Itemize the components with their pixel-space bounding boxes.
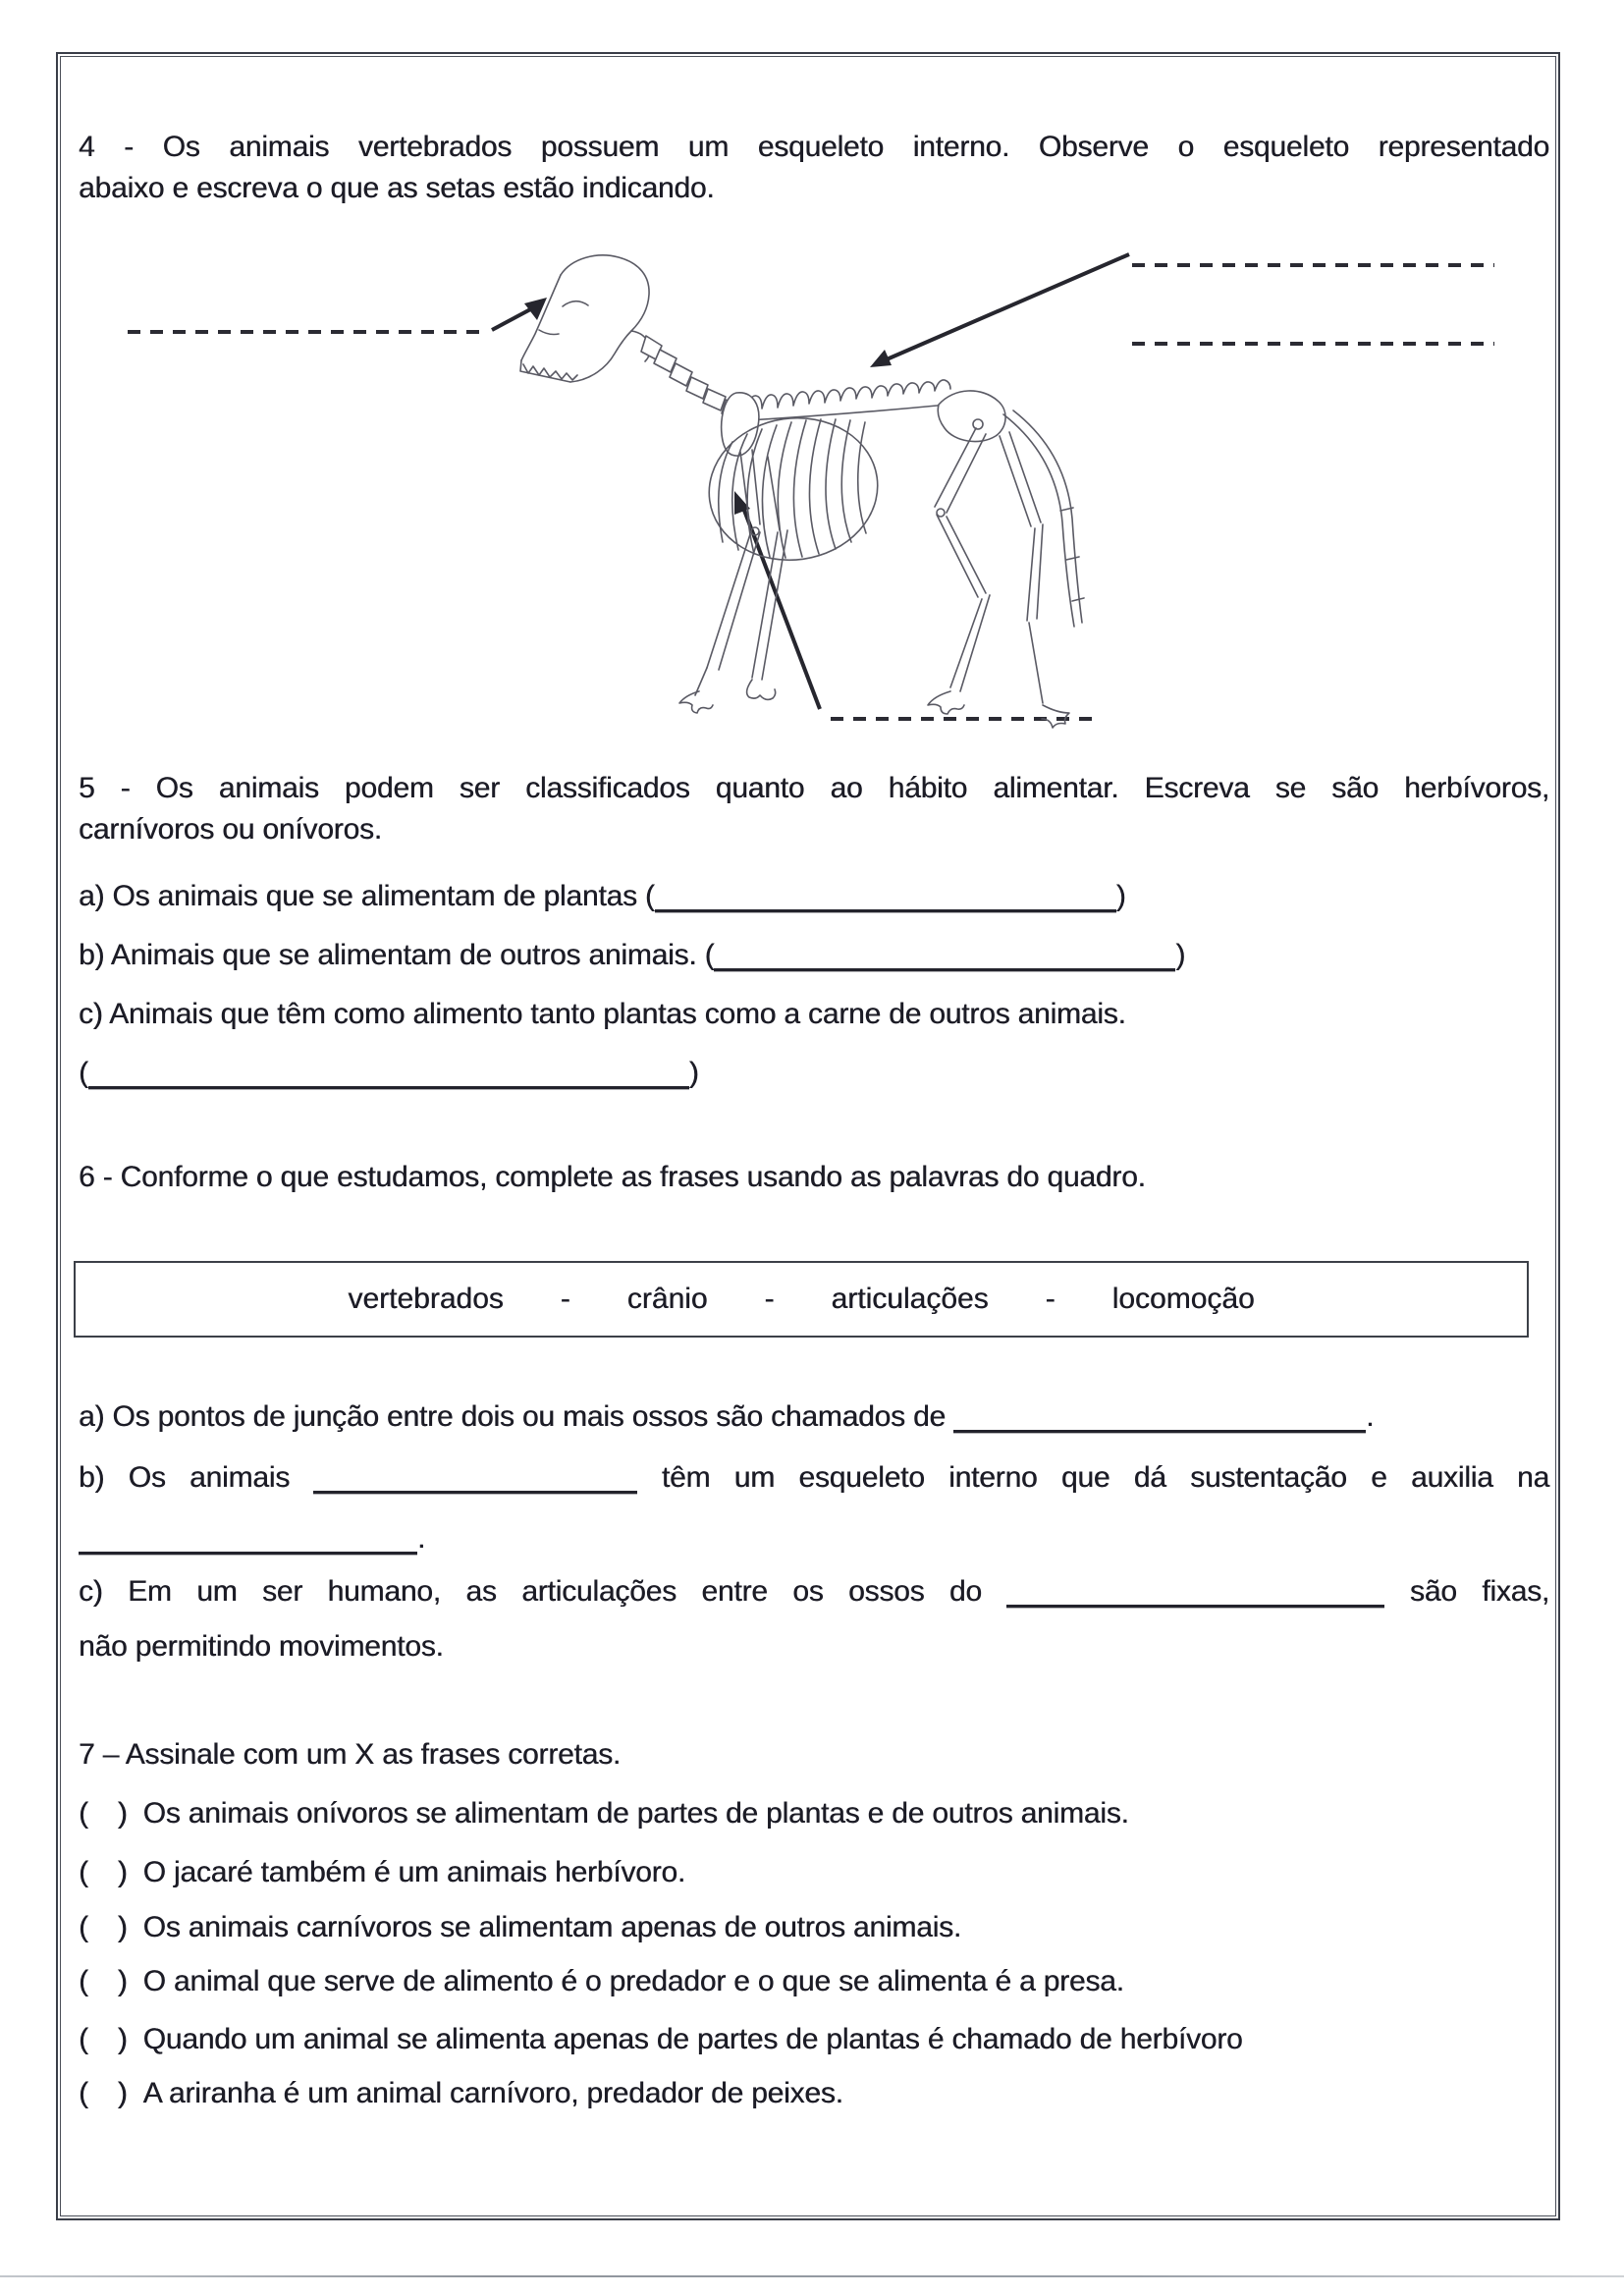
- question-6-item-b-line-2: [79, 1520, 425, 1558]
- checkbox-close-paren: ): [117, 1797, 128, 1830]
- word-bank-separator: -: [764, 1283, 775, 1315]
- answer-blank-6c: [1006, 1575, 1384, 1608]
- question-7-item-4: [79, 1963, 1124, 2000]
- question-5-item-a: [79, 878, 1126, 915]
- answer-blank-6b-2: [79, 1522, 417, 1555]
- checkbox-close-paren: ): [117, 1965, 128, 1997]
- question-7-item-3: [79, 1909, 961, 1946]
- open-paren: (: [704, 939, 715, 971]
- question-6-item-b-after: têm um esqueleto interno que dá sustentação e auxilia na: [661, 1461, 1549, 1494]
- checkbox-close-paren: ): [117, 1911, 128, 1943]
- question-7-item-6: [79, 2075, 843, 2112]
- period: .: [417, 1522, 426, 1555]
- question-7-title: 7 – Assinale com um X as frases corretas.: [79, 1738, 622, 1771]
- close-paren: ): [1115, 880, 1126, 912]
- answer-blank-5a: [655, 880, 1116, 912]
- question-5-item-b-text: b) Animais que se alimentam de outros animais.: [79, 939, 697, 971]
- question-4-title-line-1: 4 - Os animais vertebrados possuem um esqueleto interno. Observe o esqueleto representado: [79, 131, 1549, 163]
- word-bank-word-articulacoes: articulações: [831, 1283, 989, 1315]
- question-7-item-1-text: Os animais onívoros se alimentam de partes de plantas e de outros animais.: [142, 1797, 1129, 1830]
- question-7-item-1: [79, 1795, 1129, 1832]
- scan-page-bottom-edge: [0, 2275, 1624, 2277]
- question-5-title-line-2: carnívoros ou onívoros.: [79, 813, 382, 846]
- checkbox-close-paren: ): [117, 2023, 128, 2055]
- question-5-item-c-answer: [79, 1055, 699, 1092]
- question-7-item-6-text: A ariranha é um animal carnívoro, predador de peixes.: [142, 2077, 843, 2109]
- answer-blank-6a: [953, 1400, 1366, 1433]
- question-6-item-a: [79, 1398, 1374, 1436]
- checkbox-open-paren: (: [79, 2077, 88, 2109]
- open-paren: (: [644, 880, 655, 912]
- dog-skeleton-drawing: [520, 255, 1084, 728]
- checkbox-open-paren: (: [79, 1797, 88, 1830]
- question-7-item-4-text: O animal que serve de alimento é o predador e o que se alimenta é a presa.: [142, 1965, 1124, 1997]
- checkbox-close-paren: ): [117, 2077, 128, 2109]
- close-paren: ): [688, 1057, 699, 1089]
- question-6-item-c-before: c) Em um ser humano, as articulações entre os ossos do: [79, 1575, 982, 1608]
- question-6-item-c: [79, 1573, 1549, 1611]
- question-7-item-2: [79, 1854, 685, 1891]
- question-5-item-a-text: a) Os animais que se alimentam de plantas: [79, 880, 637, 912]
- question-4-title-line-2: abaixo e escreva o que as setas estão indicando.: [79, 172, 715, 204]
- period: .: [1366, 1400, 1375, 1433]
- question-5-item-b: [79, 937, 1185, 974]
- close-paren: ): [1175, 939, 1186, 971]
- question-6-item-c-line-2: não permitindo movimentos.: [79, 1630, 444, 1663]
- word-bank-word-vertebrados: vertebrados: [348, 1283, 504, 1315]
- word-bank-box: [74, 1261, 1529, 1338]
- question-6-item-c-after: são fixas,: [1409, 1575, 1550, 1608]
- answer-blank-5b: [714, 939, 1175, 971]
- question-6-item-a-text: a) Os pontos de junção entre dois ou mais ossos são chamados de: [79, 1400, 946, 1433]
- question-7-item-3-text: Os animais carnívoros se alimentam apenas de outros animais.: [142, 1911, 961, 1943]
- word-bank-word-cranio: crânio: [626, 1283, 708, 1315]
- open-paren: (: [79, 1057, 88, 1089]
- arrow-to-skull: [492, 307, 534, 330]
- checkbox-open-paren: (: [79, 2023, 88, 2055]
- checkbox-close-paren: ): [117, 1856, 128, 1888]
- question-7-item-5: [79, 2021, 1243, 2058]
- question-5-title-line-1: 5 - Os animais podem ser classificados quanto ao hábito alimentar. Escreva se são herbívoros,: [79, 772, 1549, 804]
- question-6-item-b-before: b) Os animais: [79, 1461, 291, 1494]
- checkbox-open-paren: (: [79, 1911, 88, 1943]
- dog-skeleton-figure: [59, 157, 1561, 758]
- word-bank-separator: -: [560, 1283, 570, 1315]
- answer-blank-5c: [88, 1057, 689, 1089]
- question-6-item-b: [79, 1459, 1549, 1497]
- checkbox-open-paren: (: [79, 1856, 88, 1888]
- word-bank-separator: -: [1045, 1283, 1056, 1315]
- answer-blank-6b: [313, 1461, 637, 1494]
- question-6-title: 6 - Conforme o que estudamos, complete as frases usando as palavras do quadro.: [79, 1161, 1146, 1193]
- arrow-to-spine: [887, 254, 1129, 359]
- arrowhead-spine: [870, 350, 892, 367]
- word-bank-word-locomocao: locomoção: [1111, 1283, 1255, 1315]
- question-7-item-5-text: Quando um animal se alimenta apenas de partes de plantas é chamado de herbívoro: [142, 2023, 1243, 2055]
- question-5-item-c: c) Animais que têm como alimento tanto plantas como a carne de outros animais.: [79, 998, 1126, 1030]
- question-7-item-2-text: O jacaré também é um animais herbívoro.: [142, 1856, 686, 1888]
- checkbox-open-paren: (: [79, 1965, 88, 1997]
